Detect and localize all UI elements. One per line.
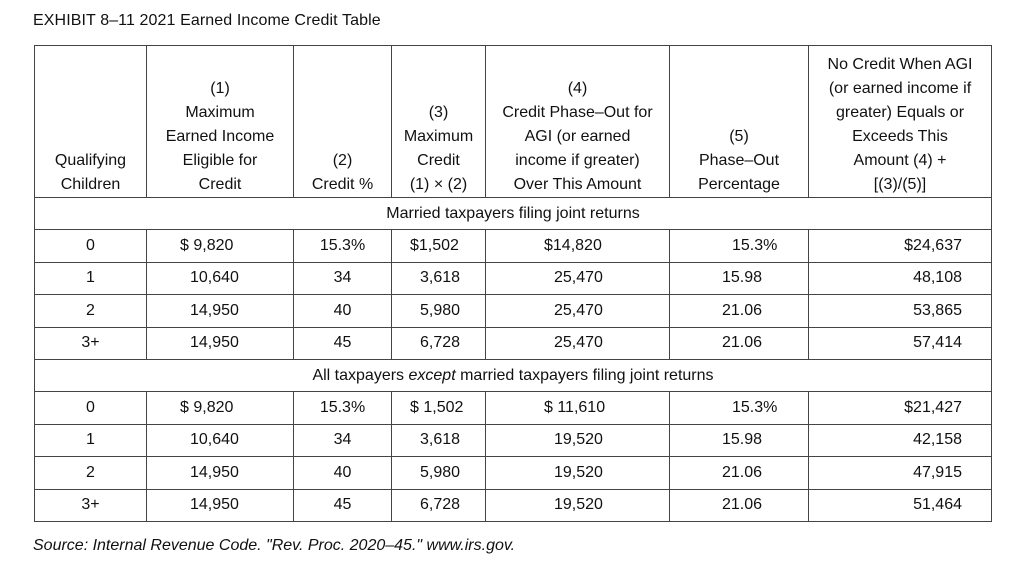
table-row: 0 $ 9,820 15.3% $1,502 $14,820 15.3% $24,637 xyxy=(35,230,992,263)
header-phase-out-threshold: (4) Credit Phase–Out for AGI (or earned income if greater) Over This Amount xyxy=(486,46,670,198)
table-row: 2 14,950 40 5,980 25,470 21.06 53,865 xyxy=(35,295,992,328)
section-married-joint xyxy=(35,198,992,230)
table-row: 0 $ 9,820 15.3% $ 1,502 $ 11,610 15.3% $21,427 xyxy=(35,392,992,425)
header-row xyxy=(35,46,992,198)
section-label: All taxpayers except married taxpayers filing joint returns xyxy=(35,360,992,392)
header-no-credit-amount: No Credit When AGI (or earned income if greater) Equals or Exceeds This Amount (4) + [(3)/(5)] xyxy=(809,46,992,198)
header-max-earned-income: (1) Maximum Earned Income Eligible for Credit xyxy=(147,46,294,198)
table-row: 1 10,640 34 3,618 19,520 15.98 42,158 xyxy=(35,424,992,457)
source-note: Source: Internal Revenue Code. "Rev. Proc. 2020–45." www.irs.gov. xyxy=(33,537,516,554)
header-credit-percent: (2) Credit % xyxy=(294,46,392,198)
table-row: 2 14,950 40 5,980 19,520 21.06 47,915 xyxy=(35,457,992,490)
header-max-credit: (3) Maximum Credit (1) × (2) xyxy=(392,46,486,198)
table-row: 1 10,640 34 3,618 25,470 15.98 48,108 xyxy=(35,262,992,295)
earned-income-credit-table xyxy=(34,45,992,522)
section-label: Married taxpayers filing joint returns xyxy=(35,198,992,230)
table-row: 3+ 14,950 45 6,728 25,470 21.06 57,414 xyxy=(35,327,992,360)
header-qualifying-children: Qualifying Children xyxy=(35,46,147,198)
section-all-except-married-joint xyxy=(35,360,992,392)
table-row: 3+ 14,950 45 6,728 19,520 21.06 51,464 xyxy=(35,489,992,522)
header-phase-out-percentage: (5) Phase–Out Percentage xyxy=(670,46,809,198)
exhibit-title: EXHIBIT 8–11 2021 Earned Income Credit Table xyxy=(33,12,381,29)
